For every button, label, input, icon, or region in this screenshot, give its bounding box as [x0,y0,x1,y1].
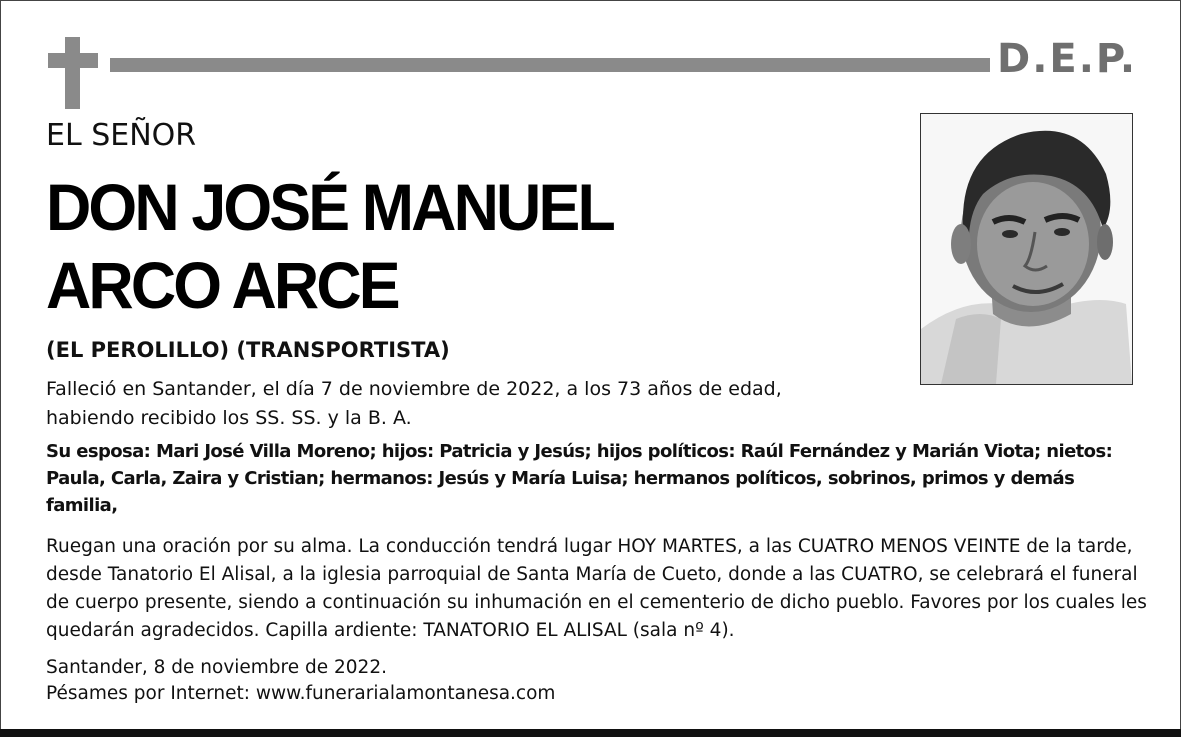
name-line-2: ARCO ARCE [46,248,398,322]
cross-icon [65,37,80,109]
portrait-photo [920,113,1133,385]
service-paragraph: Ruegan una oración por su alma. La conducción tendrá lugar HOY MARTES, a las CUATRO MENOS VEINTE de la tarde, desde Tanatorio El Alisal, a la iglesia parroquial de Santa María de Cueto, donde a las CUATRO, se celebrará el funeral de cuerpo presente, siendo a continuación su inhumación en el cementerio de dicho pueblo. Favores por los cuales les quedarán agradecidos. Capilla ardiente: TANATORIO EL ALISAL (sala nº 4). [46,536,1147,641]
death-paragraph: Falleció en Santander, el día 7 de noviembre de 2022, a los 73 años de edad, habiendo recibido los SS. SS. y la B. A. [46,378,782,429]
cross-icon-bar [48,53,98,68]
portrait-photo-icon [921,114,1132,384]
place-date: Santander, 8 de noviembre de 2022. [46,657,387,678]
family-paragraph: Su esposa: Mari José Villa Moreno; hijos: Patricia y Jesús; hijos políticos: Raúl Fernández y Marián Viota; nietos: Paula, Carla, Zaira y Cristian; hermanos: Jesús y María Luisa; hermanos políticos, sobrinos, primos y demás familia, [46,441,1113,516]
deceased-name [46,168,643,324]
nickname-occupation: (EL PEROLILLO) (TRANSPORTISTA) [46,338,450,362]
header-rule [110,58,990,72]
dep-tag: D.E.P. [997,36,1138,82]
condolences-line: Pésames por Internet: www.funerarialamontanesa.com [46,683,556,704]
honorific: EL SEÑOR [46,118,197,153]
name-line-1: DON JOSÉ MANUEL [46,170,613,244]
bottom-border [0,729,1181,737]
